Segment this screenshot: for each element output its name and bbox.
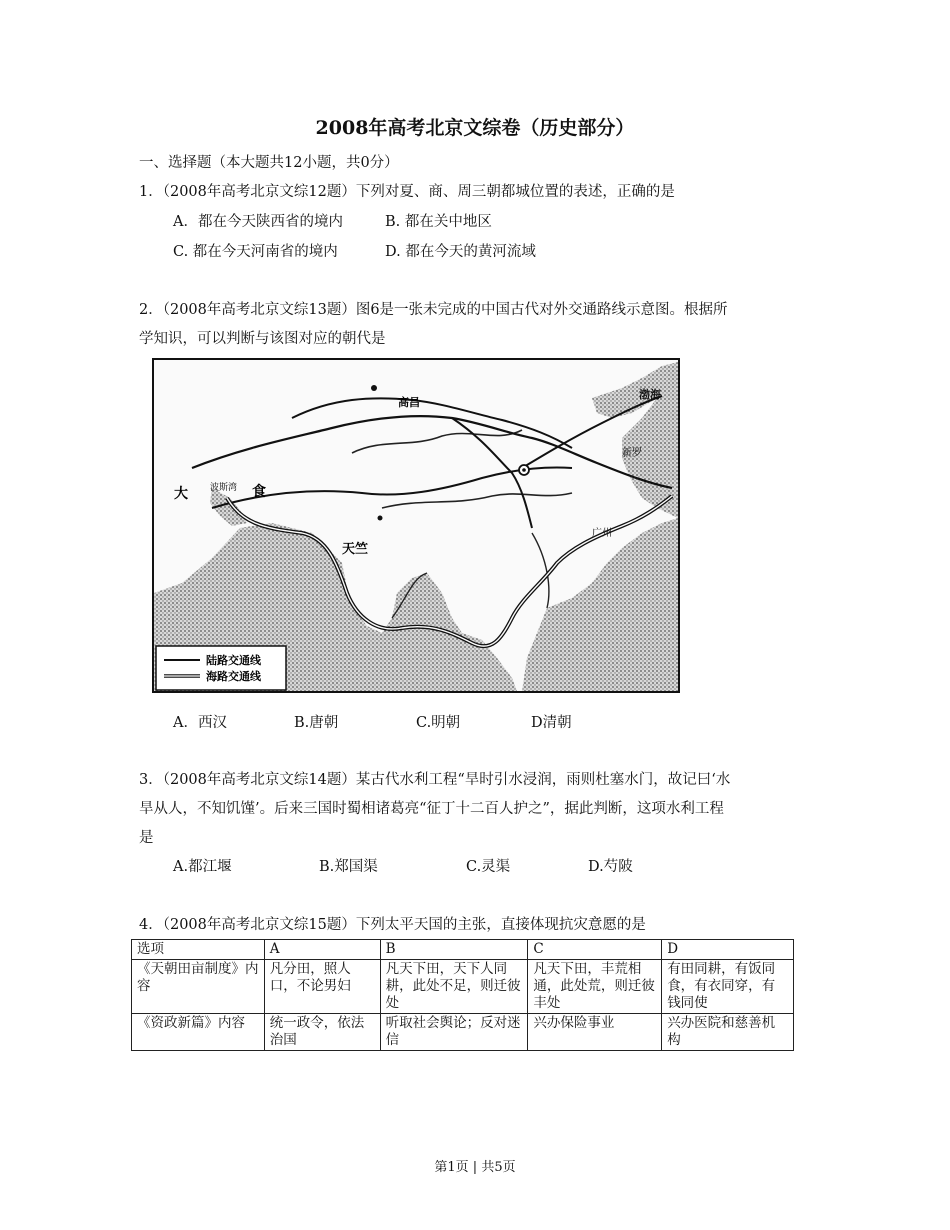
header-cell: B (380, 940, 528, 960)
table-cell: 《资政新篇》内容 (132, 1014, 265, 1051)
table-row (132, 960, 794, 1014)
q2-option-a: A．西汉 (173, 715, 227, 731)
map-label-guangzhou: 广州 (592, 528, 612, 539)
table-cell: 凡天下田，丰荒相通，此处荒，则迁彼丰处 (528, 960, 662, 1014)
q1-option-d: D. 都在今天的黄河流域 (385, 244, 536, 260)
map-label-gaochang: 高昌 (398, 396, 420, 409)
header-cell: 选项 (132, 940, 265, 960)
table-cell: 兴办医院和慈善机构 (662, 1014, 794, 1051)
q3-stem-line1: 3．（2008年高考北京文综14题）某古代水利工程“旱时引水浸润，雨则杜塞水门，故记曰‘水 (139, 772, 731, 788)
q1-stem: 1．（2008年高考北京文综12题）下列对夏、商、周三朝都城位置的表述，正确的是 (139, 184, 675, 200)
map-label-shi: 食 (252, 484, 266, 500)
q2-stem-line1: 2．（2008年高考北京文综13题）图6是一张未完成的中国古代对外交通路线示意图。根据所 (139, 302, 728, 318)
header-cell: A (264, 940, 380, 960)
table-cell: 统一政令，依法治国 (264, 1014, 380, 1051)
legend-land-route: 陆路交通线 (206, 654, 261, 667)
q1-option-c: C. 都在今天河南省的境内 (173, 244, 338, 260)
q2-option-b: B.唐朝 (294, 715, 339, 731)
q4-table (131, 939, 794, 1051)
table-cell: 有田同耕，有饭同食，有衣同穿，有钱同使 (662, 960, 794, 1014)
q2-stem-line2: 学知识，可以判断与该图对应的朝代是 (139, 331, 386, 347)
q3-option-c: C.灵渠 (466, 859, 511, 875)
q2-option-c: C.明朝 (416, 715, 461, 731)
table-cell: 《天朝田亩制度》内容 (132, 960, 265, 1014)
page-footer: 第1页 | 共5页 (434, 1160, 516, 1175)
q3-option-d: D.芍陂 (588, 859, 633, 875)
table-cell: 兴办保险事业 (528, 1014, 662, 1051)
map-label-xinluo: 新罗 (622, 448, 642, 459)
q3-stem-line3: 是 (139, 830, 154, 846)
table-header-row (132, 940, 794, 960)
legend-sea-route: 海路交通线 (206, 670, 261, 683)
table-row (132, 1014, 794, 1051)
q1-option-a: A．都在今天陕西省的境内 (173, 214, 343, 230)
table-cell: 凡分田，照人口，不论男妇 (264, 960, 380, 1014)
map-label-da: 大 (174, 486, 188, 502)
header-cell: C (528, 940, 662, 960)
map-legend (156, 646, 286, 690)
q2-option-d: D清朝 (531, 715, 572, 731)
q3-option-b: B.郑国渠 (319, 859, 378, 875)
ancient-trade-route-map (152, 358, 680, 693)
map-label-bohai: 渤海 (639, 388, 661, 401)
section-heading: 一、选择题（本大题共12小题，共0分） (139, 155, 399, 171)
page-title: 2008年高考北京文综卷（历史部分） (315, 117, 635, 139)
map-label-bosi: 波斯湾 (210, 483, 238, 493)
table-cell: 凡天下田，天下人同耕，此处不足，则迁彼处 (380, 960, 528, 1014)
q1-option-b: B. 都在关中地区 (385, 214, 492, 230)
q3-option-a: A.都江堰 (173, 859, 232, 875)
q4-stem: 4．（2008年高考北京文综15题）下列太平天国的主张，直接体现抗灾意愿的是 (139, 917, 646, 933)
q3-stem-line2: 旱从人，不知饥馑’。后来三国时蜀相诸葛亮“征丁十二百人护之”，据此判断，这项水利工程 (139, 801, 724, 817)
map-label-tianzhu: 天竺 (342, 542, 369, 557)
table-cell: 听取社会舆论；反对迷信 (380, 1014, 528, 1051)
header-cell: D (662, 940, 794, 960)
